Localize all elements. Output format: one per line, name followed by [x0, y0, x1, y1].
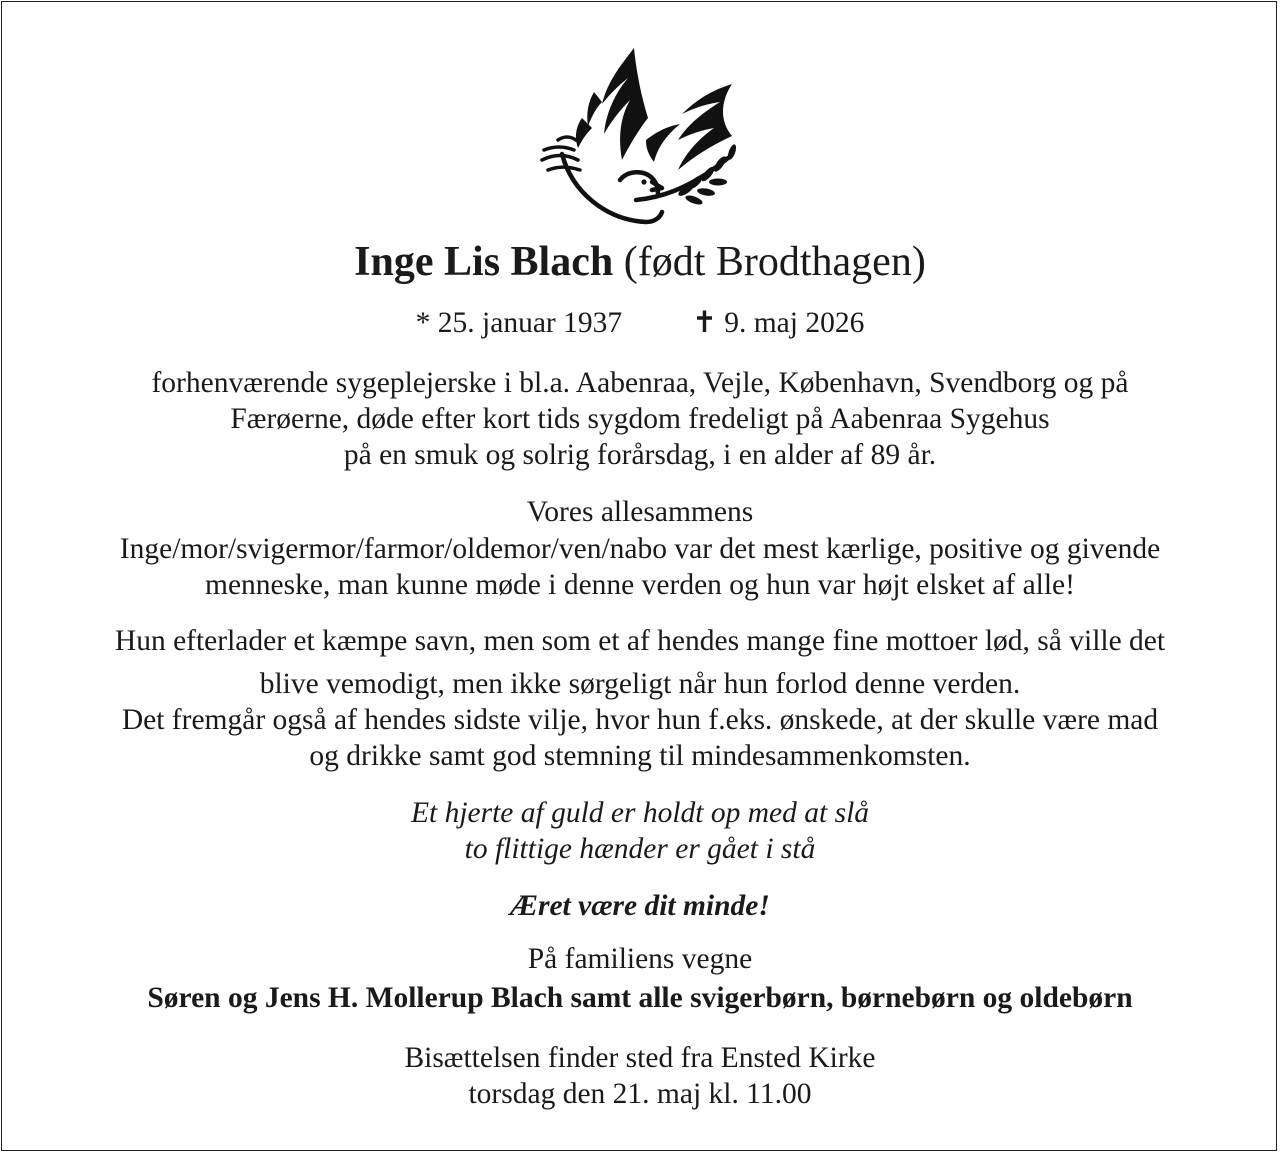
intro-line-1: forhenværende sygeplejerske i bl.a. Aabenraa, Vejle, København, Svendborg og på	[151, 367, 1129, 399]
deceased-name: Inge Lis Blach	[354, 239, 614, 285]
tribute-line-3: menneske, man kunne møde i denne verden og hun var højt elsket af alle!	[205, 569, 1075, 601]
legacy-line-1: Hun efterlader et kæmpe savn, men som et af hendes mange fine mottoer lød, så ville det	[114, 625, 1166, 657]
birth-date: * 25. januar 1937	[415, 307, 623, 339]
legacy-line-4: og drikke samt god stemning til mindesammenkomsten.	[309, 740, 971, 772]
verse-line-2: to flittige hænder er gået i stå	[464, 833, 816, 865]
verse-line-1: Et hjerte af guld er holdt op med at slå	[410, 797, 870, 829]
legacy-line-2: blive vemodigt, men ikke sørgeligt når hun forlod denne verden.	[259, 668, 1021, 700]
death-date: 9. maj 2026	[724, 307, 865, 339]
dove-with-olive-branch-icon	[536, 42, 748, 228]
tribute-line-1: Vores allesammens	[526, 496, 754, 528]
funeral-line-2: torsdag den 21. maj kl. 11.00	[468, 1078, 812, 1110]
family-names: Søren og Jens H. Mollerup Blach samt alle svigerbørn, børnebørn og oldebørn	[147, 982, 1133, 1014]
deceased-name-heading	[0, 238, 1280, 286]
life-dates	[0, 305, 1280, 341]
tribute-line-2: Inge/mor/svigermor/farmor/oldemor/ven/nabo var det mest kærlige, positive og givende	[119, 533, 1161, 565]
honor-line: Æret være dit minde!	[510, 890, 770, 922]
legacy-line-3: Det fremgår også af hendes sidste vilje, hvor hun f.eks. ønskede, at der skulle være mad	[121, 704, 1159, 736]
intro-line-2: Færøerne, døde efter kort tids sygdom fredeligt på Aabenraa Sygehus	[230, 403, 1050, 435]
family-label: På familiens vegne	[527, 943, 753, 975]
maiden-name: (født Brodthagen)	[623, 239, 926, 285]
cross-icon: ✝	[692, 307, 717, 339]
intro-line-3: på en smuk og solrig forårsdag, i en alder af 89 år.	[343, 439, 937, 471]
funeral-line-1: Bisættelsen finder sted fra Ensted Kirke	[404, 1042, 876, 1074]
